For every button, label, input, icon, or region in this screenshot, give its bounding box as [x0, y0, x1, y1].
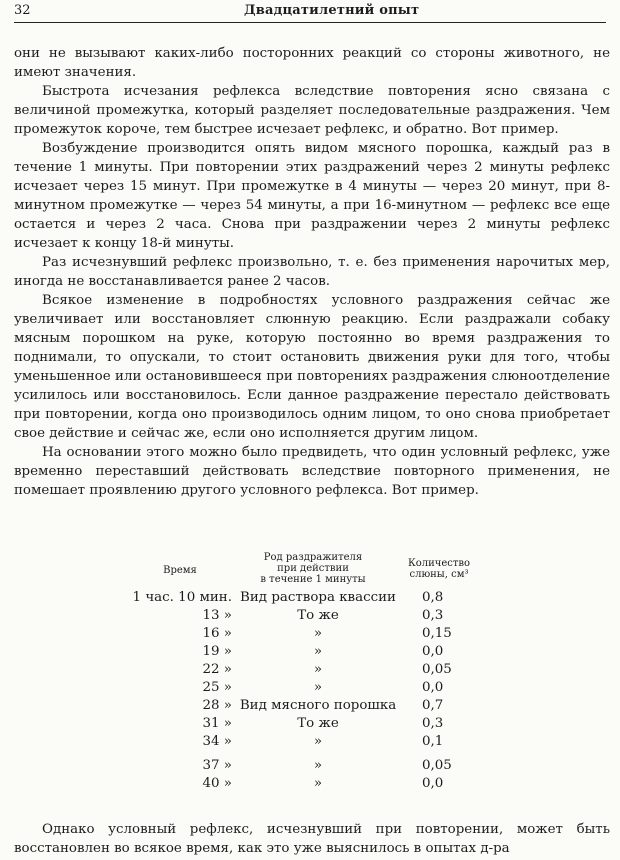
- cell-time: 25 »: [202, 680, 232, 695]
- cell-time: 34 »: [202, 734, 232, 749]
- cell-time: 19 »: [202, 644, 232, 659]
- table-row: [120, 734, 500, 752]
- paragraph: Всякое изменение в подробностях условного раздражения сейчас же увеличивает или восстановляет слюнную реакцию. Если раздражали собаку мясным порошком на руке, которую постоянно во время раздражения то поднимали, то опускали, то стоит остановить движения руки для того, чтобы уменьшенное или остановившееся при повторениях раздражения слюноотделение усилилось или восстановилось. Если данное раздражение перестало действовать при повторении, когда оно производилось одним лицом, то оно снова приобретает свое действие и сейчас же, если оно исполняется другим лицом.: [14, 293, 610, 441]
- cell-kind: »: [313, 626, 323, 641]
- paragraph: Раз исчезнувший рефлекс произвольно, т. е. без применения нарочитых мер, иногда не восстанавливается ранее 2 часов.: [14, 255, 610, 289]
- cell-kind: »: [313, 680, 323, 695]
- cell-kind: »: [313, 662, 323, 677]
- paragraph: Возбуждение производится опять видом мясного порошка, каждый раз в течение 1 минуты. При повторении этих раздражений через 2 минуты рефлекс исчезает через 15 минут. При промежутке в 4 минуты — через 20 минут, при 8-минутном промежутке — через 54 минуты, а при 16-минутном — рефлекс все еще остается и через 2 часа. Снова при раздражении через 2 минуты рефлекс исчезает к концу 18-й минуты.: [14, 141, 610, 251]
- header-kind: [238, 552, 388, 585]
- cell-quantity: 0,3: [422, 608, 444, 623]
- header-kind-line: в течение 1 минуты: [260, 574, 366, 585]
- cell-quantity: 0,3: [422, 716, 444, 731]
- cell-kind: »: [313, 758, 323, 773]
- cell-kind: Вид раствора квассии: [240, 590, 396, 605]
- table-row: [120, 716, 500, 734]
- final-text: [14, 820, 610, 858]
- cell-kind: То же: [297, 608, 339, 623]
- page-header: [14, 0, 606, 23]
- table-row: [120, 776, 500, 794]
- cell-time: 31 »: [202, 716, 232, 731]
- table-row: [120, 662, 500, 680]
- table-row: [120, 758, 500, 776]
- cell-time: 40 »: [202, 776, 232, 791]
- cell-kind: »: [313, 734, 323, 749]
- cell-quantity: 0,0: [422, 680, 444, 695]
- header-quantity: [396, 558, 482, 580]
- running-title: Двадцатилетний опыт: [244, 3, 420, 18]
- cell-time: 1 час. 10 мин.: [132, 590, 232, 605]
- table-row: [120, 626, 500, 644]
- header-kind-line: Род раздражителя: [263, 552, 363, 563]
- header-kind-line: при действии: [277, 563, 349, 574]
- header-qty-line: слюны, см³: [409, 569, 469, 580]
- cell-time: 16 »: [202, 626, 232, 641]
- cell-time: 28 »: [202, 698, 232, 713]
- cell-time: 22 »: [202, 662, 232, 677]
- body-text: [14, 44, 610, 500]
- cell-quantity: 0,7: [422, 698, 444, 713]
- cell-quantity: 0,05: [422, 662, 452, 677]
- cell-quantity: 0,0: [422, 776, 444, 791]
- table-row: [120, 680, 500, 698]
- cell-kind: То же: [297, 716, 339, 731]
- cell-kind: »: [313, 776, 323, 791]
- paragraph: Однако условный рефлекс, исчезнувший при повторении, может быть восстановлен во всякое время, как это уже выяснилось в опытах д-ра: [14, 822, 610, 856]
- header-time: Время: [163, 565, 197, 576]
- cell-kind: Вид мясного порошка: [239, 698, 397, 713]
- paragraph: они не вызывают каких-либо посторонних реакций со стороны животного, не имеют значения.: [14, 46, 610, 80]
- paragraph: На основании этого можно было предвидеть, что один условный рефлекс, уже временно переставший действовать вследствие повторного применения, не помешает проявлению другого условного рефлекса. Вот пример.: [14, 445, 610, 498]
- table-row: [120, 644, 500, 662]
- cell-kind: »: [313, 644, 323, 659]
- cell-quantity: 0,15: [422, 626, 452, 641]
- table-row: [120, 608, 500, 626]
- cell-quantity: 0,0: [422, 644, 444, 659]
- table-row: [120, 590, 500, 608]
- cell-quantity: 0,1: [422, 734, 444, 749]
- cell-quantity: 0,8: [422, 590, 444, 605]
- table-row: [120, 698, 500, 716]
- cell-time: 37 »: [202, 758, 232, 773]
- cell-time: 13 »: [202, 608, 232, 623]
- header-qty-line: Количество: [407, 558, 471, 569]
- page-number: 32: [14, 3, 31, 18]
- cell-quantity: 0,05: [422, 758, 452, 773]
- paragraph: Быстрота исчезания рефлекса вследствие повторения ясно связана с величиной промежутка, который разделяет последовательные раздражения. Чем промежуток короче, тем быстрее исчезает рефлекс, и обратно. Вот пример.: [14, 84, 610, 137]
